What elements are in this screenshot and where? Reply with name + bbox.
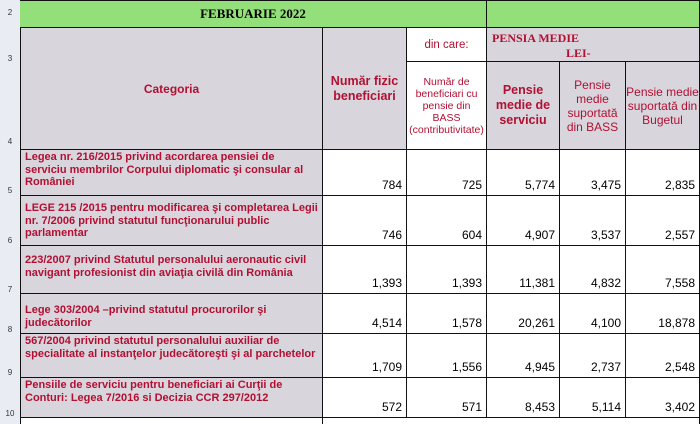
cell-numar[interactable]: 1,393 <box>323 246 407 294</box>
header-numar-fizic-label: Număr fizic beneficiari <box>330 73 399 103</box>
row-number[interactable]: 3 <box>7 54 13 63</box>
cell-numar[interactable]: 1,709 <box>323 334 407 378</box>
cell-numar[interactable]: 572 <box>323 378 407 418</box>
header-pensie-bass[interactable] <box>560 62 626 150</box>
cell-numar[interactable]: 746 <box>323 196 407 246</box>
cell-buget[interactable]: 18,878 <box>626 294 700 334</box>
cell-pbass[interactable]: 4,100 <box>560 294 626 334</box>
header-numar-bass[interactable] <box>407 62 487 150</box>
cell-numar[interactable]: 4,514 <box>323 294 407 334</box>
cell-pbass[interactable]: 5,114 <box>560 378 626 418</box>
header-din-care-label: din care: <box>424 38 469 51</box>
cell-serviciu[interactable]: 11,381 <box>487 246 560 294</box>
header-pensie-buget[interactable] <box>626 62 700 150</box>
cell-buget[interactable]: 2,548 <box>626 334 700 378</box>
row-number[interactable]: 5 <box>7 186 13 195</box>
next-row-cell[interactable] <box>323 418 700 424</box>
row-number[interactable]: 9 <box>7 368 13 377</box>
header-categoria[interactable] <box>20 28 323 150</box>
next-row-cell[interactable] <box>20 418 323 424</box>
cell-serviciu[interactable]: 8,453 <box>487 378 560 418</box>
header-pensia-medie-group[interactable] <box>487 28 700 62</box>
row-category[interactable]: 223/2007 privind Statutul personalului aeronautic civil navigant profesionist din aviaţia civilă din România <box>20 246 323 294</box>
cell-pbass[interactable]: 4,832 <box>560 246 626 294</box>
header-pensie-serviciu-label: Pensie medie de serviciu <box>495 83 551 127</box>
row-number[interactable]: 10 <box>5 409 15 418</box>
cell-pbass[interactable]: 3,537 <box>560 196 626 246</box>
cell-bass[interactable]: 725 <box>407 150 487 196</box>
header-pensia-medie-line1: PENSIA MEDIE <box>492 31 580 45</box>
row-category[interactable]: Lege 303/2004 –privind statutul procurorilor şi judecătorilor <box>20 294 323 334</box>
header-pensia-medie-line2: LEI- <box>566 46 591 60</box>
cell-serviciu[interactable]: 4,945 <box>487 334 560 378</box>
header-pensie-bass-label: Pensie medie suportată din BASS <box>566 77 619 134</box>
cell-serviciu[interactable]: 4,907 <box>487 196 560 246</box>
title-cell-empty[interactable] <box>487 0 700 28</box>
cell-bass[interactable]: 1,393 <box>407 246 487 294</box>
header-numar-bass-label: Număr de beneficiari cu pensie din BASS (contributivitate) <box>409 75 484 136</box>
header-numar-fizic[interactable] <box>323 28 407 150</box>
cell-bass[interactable]: 604 <box>407 196 487 246</box>
cell-bass[interactable]: 571 <box>407 378 487 418</box>
title-cell[interactable]: FEBRUARIE 2022 <box>20 0 487 28</box>
cell-bass[interactable]: 1,578 <box>407 294 487 334</box>
row-number[interactable]: 2 <box>7 8 13 17</box>
header-categoria-label: Categoria <box>143 81 200 96</box>
cell-buget[interactable]: 2,835 <box>626 150 700 196</box>
cell-numar[interactable]: 784 <box>323 150 407 196</box>
cell-pbass[interactable]: 3,475 <box>560 150 626 196</box>
header-din-care[interactable] <box>407 28 487 62</box>
cell-buget[interactable]: 3,402 <box>626 378 700 418</box>
row-number[interactable]: 4 <box>7 137 13 146</box>
cell-serviciu[interactable]: 5,774 <box>487 150 560 196</box>
row-category[interactable]: Legea nr. 216/2015 privind acordarea pensiei de serviciu membrilor Corpului diplomatic şi consular al României <box>20 150 323 196</box>
cell-buget[interactable]: 7,558 <box>626 246 700 294</box>
cell-bass[interactable]: 1,556 <box>407 334 487 378</box>
row-number[interactable]: 8 <box>7 325 13 334</box>
row-category[interactable]: Pensiile de serviciu pentru beneficiari ai Curţii de Conturi: Legea 7/2016 si Decizia CCR 297/2012 <box>20 378 323 418</box>
cell-pbass[interactable]: 2,737 <box>560 334 626 378</box>
header-pensie-buget-label: Pensie medie suportată din Bugetul <box>626 84 699 127</box>
cell-serviciu[interactable]: 20,261 <box>487 294 560 334</box>
row-category[interactable]: 567/2004 privind statutul personalului auxiliar de specialitate al instanţelor judecătoreşti şi al parchetelor <box>20 334 323 378</box>
row-number[interactable]: 7 <box>7 285 13 294</box>
row-category[interactable]: LEGE 215 /2015 pentru modificarea şi completarea Legii nr. 7/2006 privind statutul funcţionarului public parlamentar <box>20 196 323 246</box>
header-pensie-serviciu[interactable] <box>487 62 560 150</box>
row-number[interactable]: 6 <box>7 236 13 245</box>
row-header-strip <box>0 0 21 424</box>
cell-buget[interactable]: 2,557 <box>626 196 700 246</box>
